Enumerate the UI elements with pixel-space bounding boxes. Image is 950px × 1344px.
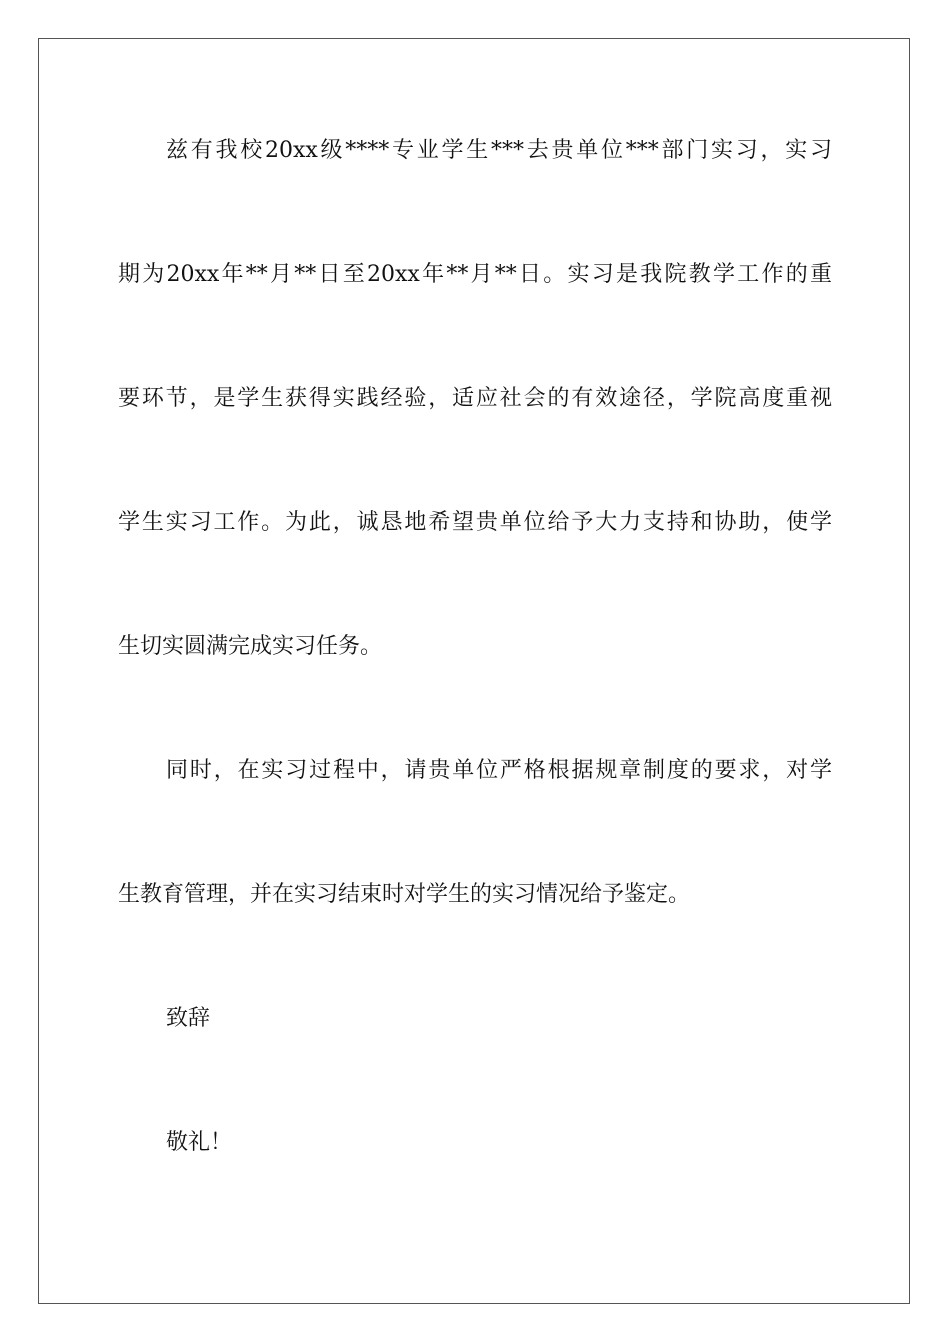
paragraph-1-line-3: 要环节，是学生获得实践经验，适应社会的有效途径，学院高度重视 — [118, 386, 832, 411]
paragraph-1-line-4: 学生实习工作。为此，诚恳地希望贵单位给予大力支持和协助，使学 — [118, 510, 832, 535]
paragraph-2-line-2: 生教育管理，并在实习结束时对学生的实习情况给予鉴定。 — [118, 882, 691, 907]
paragraph-1-line-1: 兹有我校20xx级****专业学生***去贵单位***部门实习，实习 — [166, 138, 832, 163]
page-border — [38, 38, 910, 1304]
paragraph-1-line-2: 期为20xx年**月**日至20xx年**月**日。实习是我院教学工作的重 — [118, 262, 832, 287]
closing-text: 致辞 — [166, 1006, 211, 1031]
paragraph-1-line-5: 生切实圆满完成实习任务。 — [118, 634, 383, 659]
salutation-text: 敬礼！ — [166, 1130, 233, 1155]
paragraph-2-line-1: 同时，在实习过程中，请贵单位严格根据规章制度的要求，对学 — [166, 758, 832, 783]
